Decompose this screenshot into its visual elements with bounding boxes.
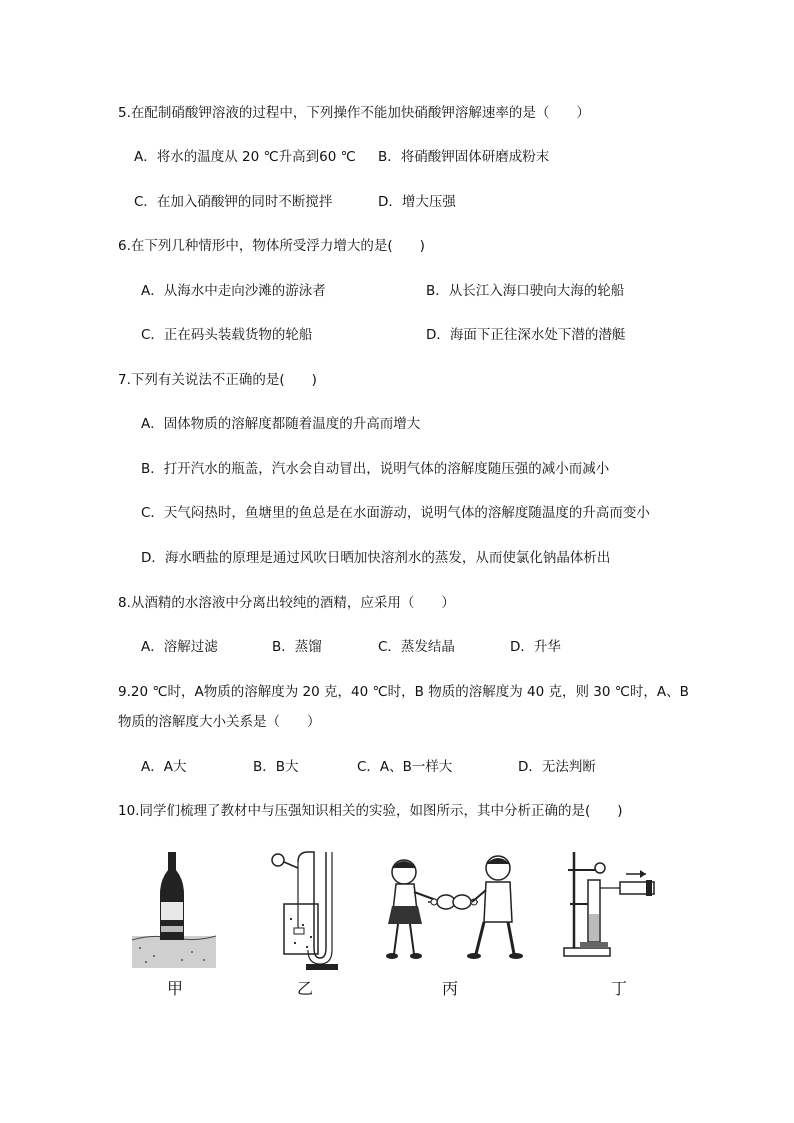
question-7-option-b[interactable]: B．打开汽水的瓶盖，汽水会自动冒出，说明气体的溶解度随压强的减小而减小 (141, 461, 610, 477)
question-8-option-c[interactable]: C．蒸发结晶 (378, 639, 455, 655)
question-5-option-b[interactable]: B．将硝酸钾固体研磨成粉末 (378, 149, 550, 165)
question-6-option-b[interactable]: B．从长江入海口驶向大海的轮船 (426, 283, 625, 299)
question-9-option-d[interactable]: D．无法判断 (518, 759, 596, 775)
question-9-option-a[interactable]: A．A大 (141, 759, 187, 775)
figure-label-bing: 丙 (442, 979, 459, 998)
question-7-option-d[interactable]: D．海水晒盐的原理是通过风吹日晒加快溶剂水的蒸发，从而使氯化钠晶体析出 (141, 550, 611, 566)
question-8-option-a[interactable]: A．溶解过滤 (141, 639, 218, 655)
question-7-stem: 7.下列有关说法不正确的是( ) (118, 372, 317, 388)
figure-jia-bottle-in-sand (132, 848, 216, 972)
question-5-stem: 5.在配制硝酸钾溶液的过程中，下列操作不能加快硝酸钾溶解速率的是（ ） (118, 105, 590, 121)
question-10-stem: 10.同学们梳理了教材中与压强知识相关的实验，如图所示，其中分析正确的是( ) (118, 803, 623, 819)
question-8-option-b[interactable]: B．蒸馏 (272, 639, 322, 655)
figure-label-jia: 甲 (167, 979, 184, 998)
question-8-option-d[interactable]: D．升华 (510, 639, 561, 655)
question-6-option-a[interactable]: A．从海水中走向沙滩的游泳者 (141, 283, 326, 299)
figure-label-yi: 乙 (297, 979, 314, 998)
question-9-option-b[interactable]: B．B大 (253, 759, 299, 775)
question-7-option-c[interactable]: C．天气闷热时，鱼塘里的鱼总是在水面游动，说明气体的溶解度随温度的升高而变小 (141, 505, 650, 521)
question-7-option-a[interactable]: A．固体物质的溶解度都随着温度的升高而增大 (141, 416, 421, 432)
question-5-option-d[interactable]: D．增大压强 (378, 194, 456, 210)
figure-bing-hemispheres-tug (378, 850, 528, 968)
question-6-option-d[interactable]: D．海面下正往深水处下潜的潜艇 (426, 327, 626, 343)
question-9-stem-line-2: 物质的溶解度大小关系是（ ） (118, 714, 321, 730)
question-9-option-c[interactable]: C．A、B一样大 (357, 759, 453, 775)
question-5-option-a[interactable]: A．将水的温度从 20 ℃升高到60 ℃ (134, 149, 356, 165)
figure-yi-u-tube-manometer (266, 848, 346, 972)
figure-ding-stand-syringe (560, 848, 664, 972)
question-6-stem: 6.在下列几种情形中，物体所受浮力增大的是( ) (118, 238, 425, 254)
question-5-option-c[interactable]: C．在加入硝酸钾的同时不断搅拌 (134, 194, 333, 210)
figure-label-ding: 丁 (611, 979, 628, 998)
question-8-stem: 8.从酒精的水溶液中分离出较纯的酒精，应采用（ ） (118, 595, 455, 611)
question-6-option-c[interactable]: C．正在码头装载货物的轮船 (141, 327, 313, 343)
question-9-stem-line-1: 9.20 ℃时，A物质的溶解度为 20 克，40 ℃时，B 物质的溶解度为 40 克，则 30 ℃时，A、B (118, 684, 689, 700)
